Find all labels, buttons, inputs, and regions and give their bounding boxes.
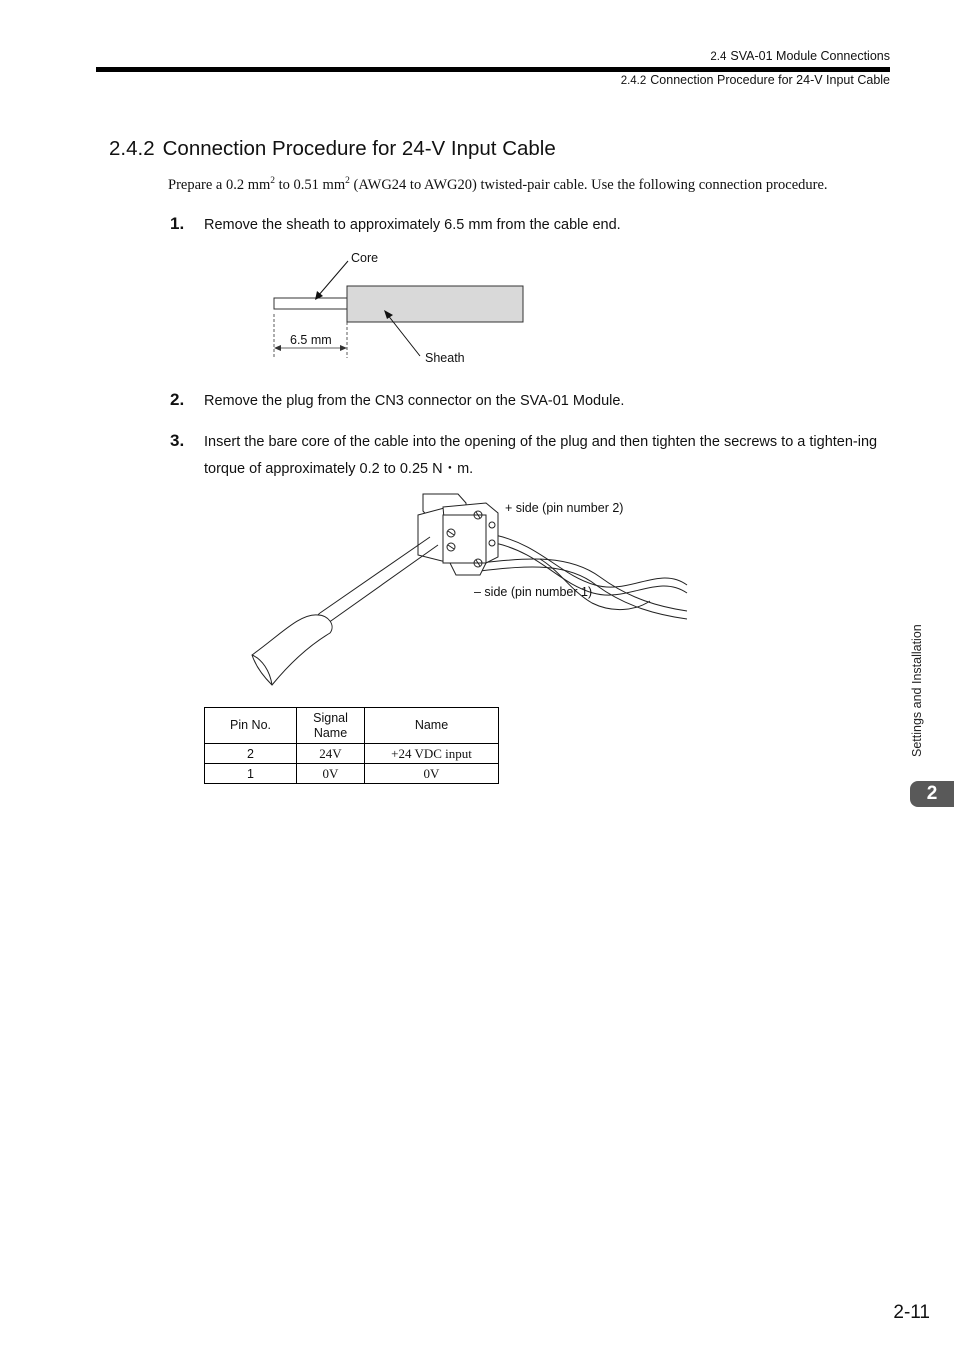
header-rule [96,67,890,72]
step-3-number: 3. [170,431,185,450]
intro-superscript-2: 2 [345,176,350,186]
plus-side-label: + side (pin number 2) [505,501,624,515]
pin-table-header: Pin No. [205,708,297,744]
sheath-label: Sheath [425,351,465,365]
plug-screwdriver-figure [240,485,700,695]
name-cell: +24 VDC input [365,744,499,764]
running-header-section [710,49,890,63]
running-header-subsection [621,73,890,87]
cable-sheath-shape [347,286,523,322]
cable-core-shape [274,298,347,309]
section-title [109,137,556,161]
side-chapter-label: Settings and Installation [910,624,924,757]
pin-number-cell: 1 [205,764,297,784]
name-cell: 0V [365,764,499,784]
signal-name-cell: 0V [297,764,365,784]
step-3-text: Insert the bare core of the cable into the opening of the plug and then tighten the secrews to a tighten-ing torque of approximately 0.2 to 0.25 N・m. [204,434,878,477]
pin-table [204,707,499,784]
pin-number-cell: 2 [205,744,297,764]
step-1-number: 1. [170,214,185,233]
pin-table-header-row [205,708,499,744]
intro-paragraph [168,177,828,194]
wire-plus [495,535,687,587]
signal-name-cell: 24V [297,744,365,764]
table-row [205,764,499,784]
pin-table-header: Signal Name [297,708,365,744]
header-section-number: 2.4 [710,51,727,63]
step-1-text: Remove the sheath to approximately 6.5 mm from the cable end. [204,217,621,233]
core-label: Core [351,251,379,265]
header-subsection-number: 2.4.2 [620,75,647,87]
cable-strip-figure [260,248,540,370]
header-section-title: SVA-01 Module Connections [730,49,890,63]
intro-text-2: to 0.51 mm [275,177,346,193]
intro-text-3: (AWG24 to AWG20) twisted-pair cable. Use the following connection procedure. [349,177,828,193]
section-number: 2.4.2 [109,137,155,160]
section-heading: Connection Procedure for 24-V Input Cable [162,137,556,160]
header-subsection-title: Connection Procedure for 24-V Input Cable [650,73,890,87]
step-2-number: 2. [170,390,185,409]
minus-side-label: – side (pin number 1) [474,585,593,599]
length-label: 6.5 mm [290,333,332,347]
step-2-text: Remove the plug from the CN3 connector on the SVA-01 Module. [204,393,625,409]
intro-text-1: Prepare a 0.2 mm [168,177,271,193]
intro-superscript-1: 2 [270,176,276,186]
chapter-tab: 2 [910,781,954,807]
page-number: 2-11 [893,1302,930,1323]
pin-table-header: Name [365,708,499,744]
table-row [205,744,499,764]
